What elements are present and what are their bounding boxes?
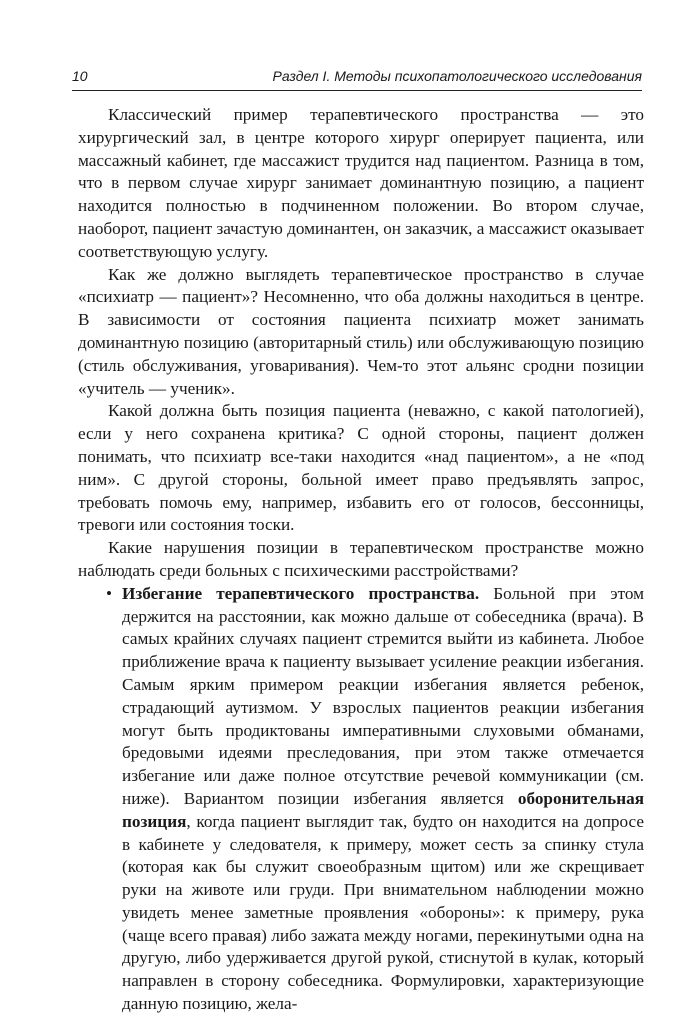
bullet-item-avoidance bbox=[106, 583, 645, 1016]
page-body bbox=[78, 104, 644, 1016]
paragraph-3: Какой должна быть позиция пациента (неважно, с какой патологией), если у него сохранена критика? С одной стороны, пациент должен понимать, что психиатр все-таки находится «над пациентом», а не «под ним». С другой стороны, больной имеет право предъявлять запрос, требовать помочь ему, например, избавить его от голосов, бессонницы, тревоги или состояния тоски. bbox=[78, 401, 644, 535]
bullet-term-defensive: оборонительная позиция bbox=[122, 788, 644, 831]
bullet-icon: • bbox=[106, 583, 113, 603]
running-title: Раздел I. Методы психопатологического исследования bbox=[272, 68, 642, 84]
running-header bbox=[72, 64, 642, 91]
paragraph-1: Классический пример терапевтического пространства — это хирургический зал, в центре которого хирург оперирует пациента, или массажный кабинет, где массажист трудится над пациентом. Разница в том, что в первом случае хирург занимает доминантную позицию, а пациент находится полностью в подчиненном положении. Во втором случае, наоборот, пациент зачастую доминантен, он заказчик, а массажист оказывает соответствующую услугу. bbox=[78, 105, 644, 261]
bullet-text-part1: Больной при этом держится на расстоянии, как можно дальше от собеседника (врача). В самых крайних случаях пациент стремится выйти из кабинета. Любое приближение врача к пациенту вызывает усиление реакции избегания. Самым ярким примером реакции избегания является ребенок, страдающий аутизмом. У взрослых пациентов реакции избегания могут быть продиктованы императивными слуховыми обманами, бредовыми идеями преследования, при этом также отмечается избегание или даже полное отсутствие речевой коммуникации (см. ниже). Вариантом позиции избегания является bbox=[122, 583, 645, 808]
paragraph-2: Как же должно выглядеть терапевтическое пространство в случае «психиатр — пациент»? Несомненно, что оба должны находиться в центре. В зависимости от состояния пациента психиатр может занимать доминантную позицию (авторитарный стиль) или обслуживающую позицию (стиль обслуживания, уговаривания). Чем-то этот альянс сродни позиции «учитель — ученик». bbox=[78, 264, 644, 398]
paragraph-4: Какие нарушения позиции в терапевтическом пространстве можно наблюдать среди больных с психическими расстройствами? bbox=[78, 538, 644, 580]
bullet-term: Избегание терапевтического пространства. bbox=[122, 583, 480, 603]
page-number: 10 bbox=[72, 68, 88, 84]
bullet-text-part2: , когда пациент выглядит так, будто он находится на допросе в кабинете у следователя, к примеру, может сесть за спинку стула (которая как бы служит своеобразным щитом) или же скрещивает руки на животе или груди. При внимательном наблюдении можно увидеть менее заметные проявления «обороны»: к примеру, рука (чаще всего правая) либо зажата между ногами, перекинутыми одна на другую, либо удерживается другой рукой, стиснутой в кулак, который направлен в сторону собеседника. Формулировки, характеризующие данную позицию, жела- bbox=[122, 811, 644, 1014]
